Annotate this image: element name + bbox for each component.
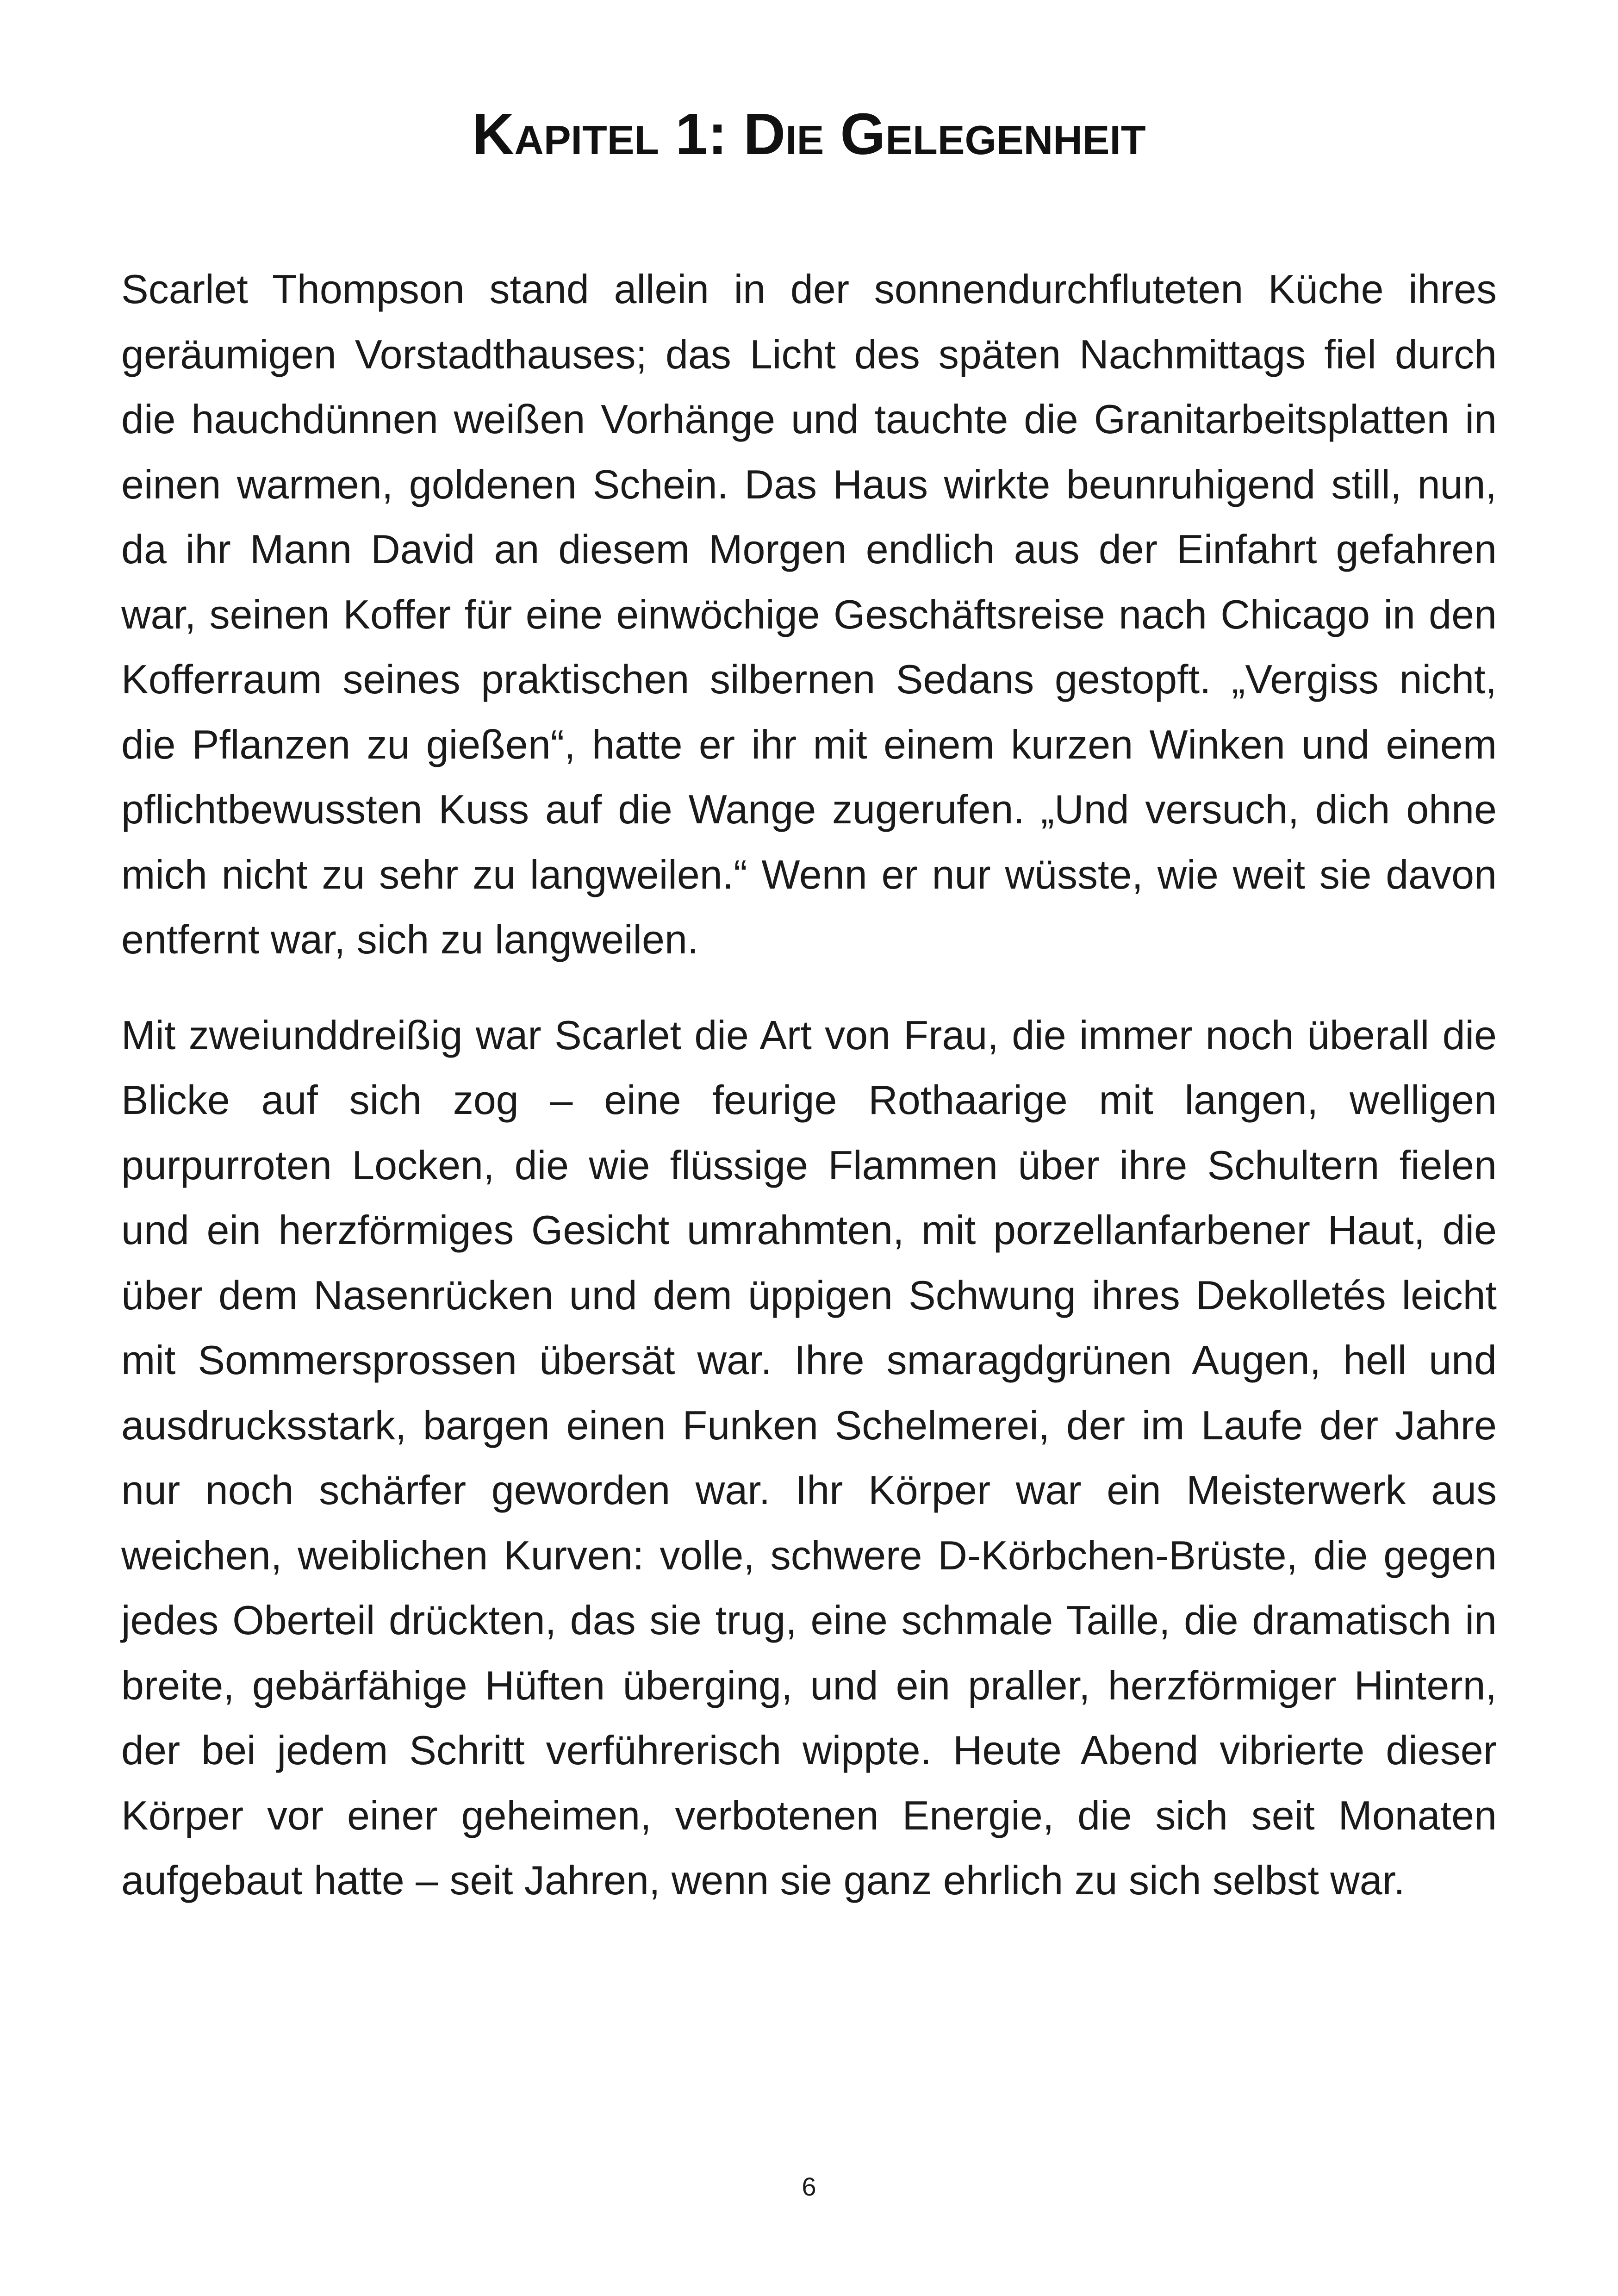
body-text	[121, 257, 1497, 1913]
chapter-title	[0, 97, 1618, 171]
page-number: 6	[802, 2172, 816, 2201]
paragraph: Scarlet Thompson stand allein in der sonnendurchfluteten Küche ihres geräumigen Vorstadthauses; das Licht des späten Nachmittags fiel durch die hauchdünnen weißen Vorhänge und tauchte die Granitarbeitsplatten in einen warmen, goldenen Schein. Das Haus wirkte beunruhigend still, nun, da ihr Mann David an diesem Morgen endlich aus der Einfahrt gefahren war, seinen Koffer für eine einwöchige Geschäftsreise nach Chicago in den Kofferraum seines praktischen silbernen Sedans gestopft. „Vergiss nicht, die Pflanzen zu gießen“, hatte er ihr mit einem kurzen Winken und einem pflichtbewussten Kuss auf die Wange zugerufen. „Und versuch, dich ohne mich nicht zu sehr zu langweilen.“ Wenn er nur wüsste, wie weit sie davon entfernt war, sich zu langweilen.	[121, 266, 1497, 962]
paragraph: Mit zweiunddreißig war Scarlet die Art von Frau, die immer noch überall die Blicke auf sich zog – eine feurige Rothaarige mit langen, welligen purpurroten Locken, die wie flüssige Flammen über ihre Schultern fielen und ein herzförmiges Gesicht umrahmten, mit porzellanfarbener Haut, die über dem Nasenrücken und dem üppigen Schwung ihres Dekolletés leicht mit Sommersprossen übersät war. Ihre smaragdgrünen Augen, hell und ausdrucksstark, bargen einen Funken Schelmerei, der im Laufe der Jahre nur noch schärfer geworden war. Ihr Körper war ein Meisterwerk aus weichen, weiblichen Kurven: volle, schwere D-Körbchen-Brüste, die gegen jedes Oberteil drückten, das sie trug, eine schmale Taille, die dramatisch in breite, gebärfähige Hüften überging, und ein praller, herzförmiger Hintern, der bei jedem Schritt verführerisch wippte. Heute Abend vibrierte dieser Körper vor einer geheimen, verbotenen Energie, die sich seit Monaten aufgebaut hatte – seit Jahren, wenn sie ganz ehrlich zu sich selbst war.	[121, 1012, 1497, 1903]
chapter-title-text: Kapitel 1: Die Gelegenheit	[472, 101, 1146, 167]
